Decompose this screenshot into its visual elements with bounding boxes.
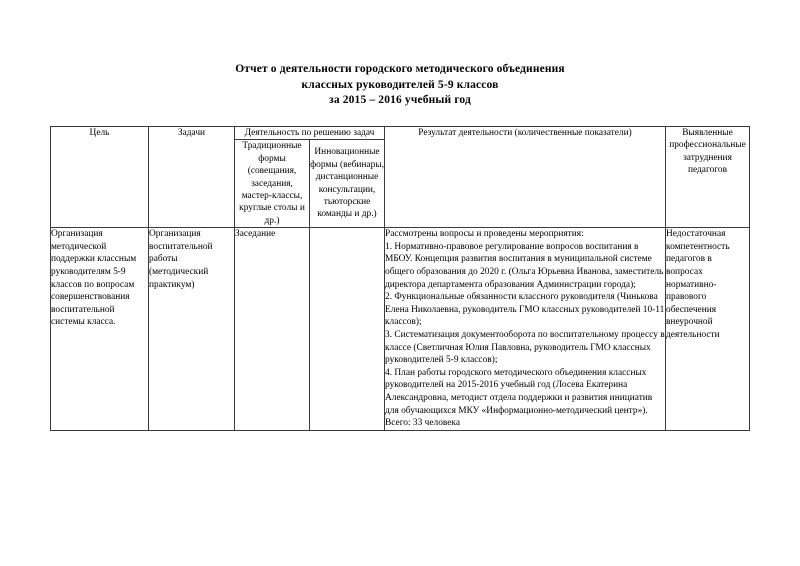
cell-problems: Недостаточная компетентность педагогов в вопросах нормативно-правового обеспечения внеурочной деятельности bbox=[666, 228, 750, 431]
result-paragraph: Рассмотрены вопросы и проведены мероприятия: bbox=[385, 229, 584, 240]
header-result: Результат деятельности (количественные показатели) bbox=[385, 127, 666, 228]
cell-goal: Организация методической поддержки классным руководителям 5-9 классов по вопросам совершенствования воспитательной системы класса. bbox=[51, 228, 149, 431]
title-line-3: за 2015 – 2016 учебный год bbox=[329, 94, 471, 106]
cell-traditional-forms: Заседание bbox=[235, 228, 310, 431]
cell-result bbox=[385, 228, 666, 431]
title-line-2: классных руководителей 5-9 классов bbox=[301, 78, 499, 91]
header-problems: Выявленные профессиональные затруднения педагогов bbox=[666, 127, 750, 228]
table-row bbox=[51, 228, 750, 431]
header-traditional-forms: Традиционные формы (совещания, заседания, мастер-классы, круглые столы и др.) bbox=[235, 140, 310, 228]
header-activity-group: Деятельность по решению задач bbox=[235, 127, 385, 140]
result-paragraph: 4. План работы городского методического объединения классных руководителей на 2015-2016 учебный год (Лосева Екатерина Александровна, методист отдела поддержки и развития инициатив для обучающихся МКУ «Информационно-методический центр»). bbox=[385, 367, 653, 416]
table-header bbox=[51, 127, 750, 228]
cell-tasks: Организация воспитательной работы (методический практикум) bbox=[149, 228, 235, 431]
result-total: Всего: 33 человека bbox=[385, 418, 461, 429]
cell-innovative-forms bbox=[310, 228, 385, 431]
result-paragraph: 3. Систематизация документооборота по воспитательному процессу в классе (Светличная Юлия Павловна, руководитель ГМО классных руководителей 5-9 классов); bbox=[385, 330, 665, 366]
report-table bbox=[50, 126, 750, 431]
header-tasks: Задачи bbox=[149, 127, 235, 228]
document-title bbox=[0, 62, 800, 109]
header-goal: Цель bbox=[51, 127, 149, 228]
result-paragraph: 2. Функциональные обязанности классного руководителя (Чинькова Елена Николаевна, руководитель ГМО классных руководителей 10-11 классов); bbox=[385, 292, 665, 328]
header-innovative-forms: Инновационные формы (вебинары, дистанционные консультации, тьюторские команды и др.) bbox=[310, 140, 385, 228]
table-header-row-1 bbox=[51, 127, 750, 140]
table-body bbox=[51, 228, 750, 431]
result-paragraph: 1. Нормативно-правовое регулирование вопросов воспитания в МБОУ. Концепция развития воспитания в муниципальной системе общего образования до 2020 г. (Ольга Юрьевна Иванова, заместитель директора департамента образования Администрации города); bbox=[385, 241, 664, 290]
title-line-1: Отчет о деятельности городского методического объединения bbox=[235, 63, 565, 75]
